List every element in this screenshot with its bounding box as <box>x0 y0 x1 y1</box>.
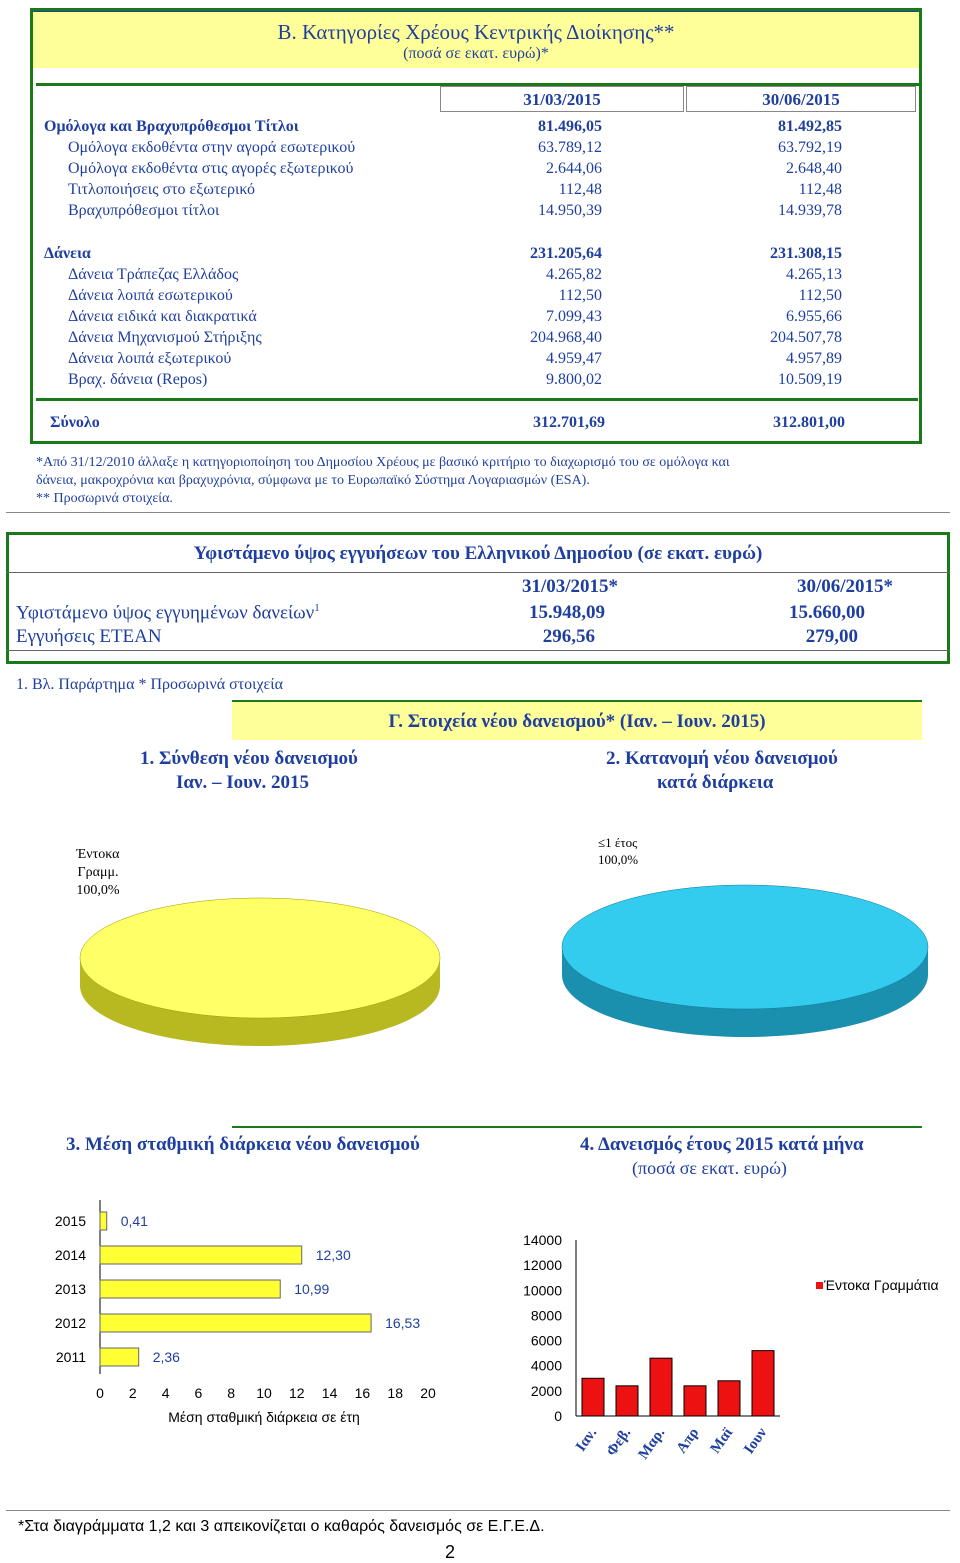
pie-data-label: ≤1 έτος <box>598 835 638 850</box>
row-label: Δάνεια λοιπά εσωτερικού <box>68 287 233 304</box>
row-value-2: 4.957,89 <box>786 350 842 367</box>
y-tick-label: 2000 <box>530 1382 562 1399</box>
page-number: 2 <box>445 1542 456 1562</box>
label-text: Υφιστάμενο ύψος εγγυημένων δανείων <box>16 602 315 624</box>
row-label: Ομόλογα και Βραχυπρόθεσμοι Τίτλοι <box>44 118 299 135</box>
bar <box>100 1246 302 1264</box>
pie-slice <box>562 885 928 1009</box>
bar <box>616 1386 638 1416</box>
row-value-2: 6.955,66 <box>786 308 842 325</box>
x-tick-label: Μαρ. <box>635 1425 669 1463</box>
bar <box>718 1381 740 1416</box>
y-tick-label: 0 <box>554 1408 562 1424</box>
y-tick-label: 2011 <box>55 1349 86 1365</box>
guarantees-footnote: 1. Βλ. Παράρτημα * Προσωρινά στοιχεία <box>16 676 283 693</box>
guarantees-row-1-label <box>16 602 320 624</box>
row-value-2: 63.792,19 <box>778 139 842 156</box>
debt-table-row <box>0 200 960 221</box>
subtitle-1-period: Ιαν. – Ιουν. 2015 <box>176 772 309 793</box>
total-value-2: 312.801,00 <box>773 414 845 431</box>
pie-data-label: Έντοκα <box>76 847 120 862</box>
row-value-1: 63.789,12 <box>538 139 602 156</box>
row-value-2: 112,48 <box>798 181 842 198</box>
pie-slice <box>80 898 440 1018</box>
guarantees-title: Υφιστάμενο ύψος εγγυήσεων του Ελληνικού Δημοσίου (σε εκατ. ευρώ) <box>193 543 763 564</box>
column-header-2: 30/06/2015 <box>686 86 916 112</box>
debt-table-row <box>0 369 960 390</box>
x-tick-label: Φεβ. <box>603 1425 635 1460</box>
x-tick-label: 10 <box>256 1385 272 1401</box>
bar <box>100 1212 107 1230</box>
total-row <box>0 412 960 433</box>
y-tick-label: 6000 <box>530 1332 562 1349</box>
debt-table-row <box>0 137 960 158</box>
x-axis-label: Μέση σταθμική διάρκεια σε έτη <box>168 1409 360 1425</box>
row-value-1: 9.800,02 <box>546 371 602 388</box>
total-label: Σύνολο <box>50 414 100 431</box>
bar-value-label: 0,41 <box>120 1213 148 1229</box>
guarantees-row-2-v2: 279,00 <box>805 626 858 647</box>
y-tick-label: 12000 <box>523 1257 562 1274</box>
divider <box>6 572 950 573</box>
footnote-line: *Από 31/12/2010 άλλαξε η κατηγοριοποίηση του Δημοσίου Χρέους με βασικό κριτήριο το διαχωρισμό του σε ομόλογα και <box>36 455 730 470</box>
debt-table-row <box>0 179 960 200</box>
debt-table-row <box>0 243 960 264</box>
guarantees-col-1: 31/03/2015* <box>521 576 619 597</box>
section-b-subtitle: (ποσά σε εκατ. ευρώ)* <box>403 45 549 62</box>
divider <box>6 512 950 513</box>
row-label: Δάνεια Τράπεζας Ελλάδος <box>68 266 239 283</box>
divider <box>232 1126 922 1128</box>
row-value-2: 231.308,15 <box>770 245 842 262</box>
row-label: Δάνεια ειδικά και διακρατικά <box>68 308 257 325</box>
row-value-1: 7.099,43 <box>546 308 602 325</box>
footer-note: *Στα διαγράμματα 1,2 και 3 απεικονίζεται ο καθαρός δανεισμός σε Ε.Γ.Ε.Δ. <box>18 1518 545 1535</box>
row-value-2: 112,50 <box>798 287 842 304</box>
guarantees-col-2: 30/06/2015* <box>796 576 894 597</box>
row-value-2: 204.507,78 <box>770 329 842 346</box>
debt-table-row <box>0 158 960 179</box>
column-header-1: 31/03/2015 <box>440 86 684 112</box>
y-tick-label: 2015 <box>54 1213 86 1229</box>
pie-chart-composition <box>40 818 480 1048</box>
guarantees-row-2-v1: 296,56 <box>542 626 595 647</box>
debt-table-row <box>0 116 960 137</box>
row-label: Ομόλογα εκδοθέντα στις αγορές εξωτερικού <box>68 160 354 177</box>
row-value-1: 204.968,40 <box>530 329 602 346</box>
row-value-1: 112,48 <box>558 181 602 198</box>
x-tick-label: 12 <box>289 1385 305 1401</box>
subtitle-4-units: (ποσά σε εκατ. ευρώ) <box>632 1158 787 1178</box>
superscript: 1 <box>314 602 320 614</box>
row-value-2: 10.509,19 <box>778 371 842 388</box>
bar <box>582 1378 604 1416</box>
subtitle-2-line2: κατά διάρκεια <box>657 772 774 793</box>
x-tick-label: 16 <box>354 1385 371 1401</box>
debt-table-row <box>0 264 960 285</box>
guarantees-row-1-v2: 15.660,00 <box>789 602 865 623</box>
legend-swatch <box>816 1282 823 1289</box>
pie-data-label: 100,0% <box>76 883 120 898</box>
y-tick-label: 14000 <box>523 1232 562 1248</box>
row-value-1: 231.205,64 <box>530 245 602 262</box>
subtitle-2: 2. Κατανομή νέου δανεισμού <box>606 748 838 769</box>
x-tick-label: 0 <box>96 1385 104 1401</box>
y-tick-label: 2013 <box>54 1281 86 1297</box>
subtitle-1: 1. Σύνθεση νέου δανεισμού <box>140 748 358 769</box>
x-tick-label: Μαϊ <box>707 1425 737 1457</box>
divider <box>36 398 918 401</box>
y-tick-label: 10000 <box>523 1282 562 1299</box>
guarantees-row-2-label: Εγγυήσεις ΕΤΕΑΝ <box>16 626 162 647</box>
y-tick-label: 8000 <box>530 1307 562 1324</box>
bar-value-label: 2,36 <box>152 1349 180 1365</box>
row-value-2: 4.265,13 <box>786 266 842 283</box>
row-value-1: 14.950,39 <box>538 202 602 219</box>
footnote-b <box>36 454 936 508</box>
section-c-title: Γ. Στοιχεία νέου δανεισμού* (Ιαν. – Ιουν. 2015) <box>232 700 922 740</box>
row-value-1: 4.959,47 <box>546 350 602 367</box>
bar <box>684 1386 706 1416</box>
bar <box>752 1351 774 1416</box>
x-tick-label: 6 <box>194 1385 203 1401</box>
x-tick-label: Ιουν <box>741 1425 771 1458</box>
footnote-line: ** Προσωρινά στοιχεία. <box>36 491 173 506</box>
x-tick-label: 8 <box>227 1385 236 1401</box>
bar <box>100 1280 280 1298</box>
row-value-1: 112,50 <box>558 287 602 304</box>
divider <box>6 1510 950 1511</box>
x-tick-label: 2 <box>128 1385 137 1401</box>
x-tick-label: 4 <box>161 1385 170 1401</box>
total-value-1: 312.701,69 <box>533 414 605 431</box>
subtitle-4: 4. Δανεισμός έτους 2015 κατά μήνα <box>580 1134 864 1155</box>
x-tick-label: Απρ <box>673 1425 703 1457</box>
debt-table-row <box>0 306 960 327</box>
bar-value-label: 12,30 <box>315 1247 351 1263</box>
debt-table-row <box>0 327 960 348</box>
row-label: Δάνεια Μηχανισμού Στήριξης <box>68 329 262 346</box>
x-tick-label: 18 <box>387 1385 403 1401</box>
row-value-1: 2.644,06 <box>546 160 602 177</box>
y-tick-label: 4000 <box>530 1357 562 1374</box>
y-tick-label: 2014 <box>54 1247 86 1263</box>
bar <box>650 1358 672 1416</box>
bar <box>100 1348 139 1366</box>
bar-value-label: 10,99 <box>294 1281 330 1297</box>
row-value-2: 2.648,40 <box>786 160 842 177</box>
pie-data-label: 100,0% <box>598 852 639 867</box>
row-value-1: 81.496,05 <box>538 118 602 135</box>
debt-table-row <box>0 285 960 306</box>
footnote-line: δάνεια, μακροχρόνια και βραχυχρόνια, σύμφωνα με το Ευρωπαϊκό Σύστημα Λογαριασμών (ESA). <box>36 473 590 488</box>
monthly-bar-chart <box>500 1220 950 1480</box>
y-tick-label: 2012 <box>54 1315 86 1331</box>
legend-label: Έντοκα Γραμμάτια <box>824 1277 939 1293</box>
debt-table-row <box>0 348 960 369</box>
row-label: Βραχυπρόθεσμοι τίτλοι <box>68 202 220 219</box>
section-b-title: Β. Κατηγορίες Χρέους Κεντρικής Διοίκησης** <box>277 20 675 44</box>
bar <box>100 1314 371 1332</box>
row-label: Δάνεια λοιπά εξωτερικού <box>68 350 232 367</box>
divider <box>6 650 950 651</box>
guarantees-row-1-v1: 15.948,09 <box>529 602 605 623</box>
pie-chart-duration <box>500 825 950 1055</box>
row-label: Δάνεια <box>44 245 91 262</box>
row-label: Ομόλογα εκδοθέντα στην αγορά εσωτερικού <box>68 139 356 156</box>
row-value-2: 81.492,85 <box>778 118 842 135</box>
row-value-1: 4.265,82 <box>546 266 602 283</box>
subtitle-3: 3. Μέση σταθμική διάρκεια νέου δανεισμού <box>66 1134 420 1155</box>
bar-value-label: 16,53 <box>385 1315 421 1331</box>
row-label: Βραχ. δάνεια (Repos) <box>68 371 208 388</box>
x-tick-label: Ιαν. <box>573 1425 601 1455</box>
duration-bar-chart <box>40 1200 460 1440</box>
pie-data-label: Γραμμ. <box>77 865 119 880</box>
row-value-2: 14.939,78 <box>778 202 842 219</box>
row-label: Τιτλοποιήσεις στο εξωτερικό <box>68 181 256 198</box>
x-tick-label: 20 <box>420 1385 436 1401</box>
x-tick-label: 14 <box>321 1385 338 1401</box>
